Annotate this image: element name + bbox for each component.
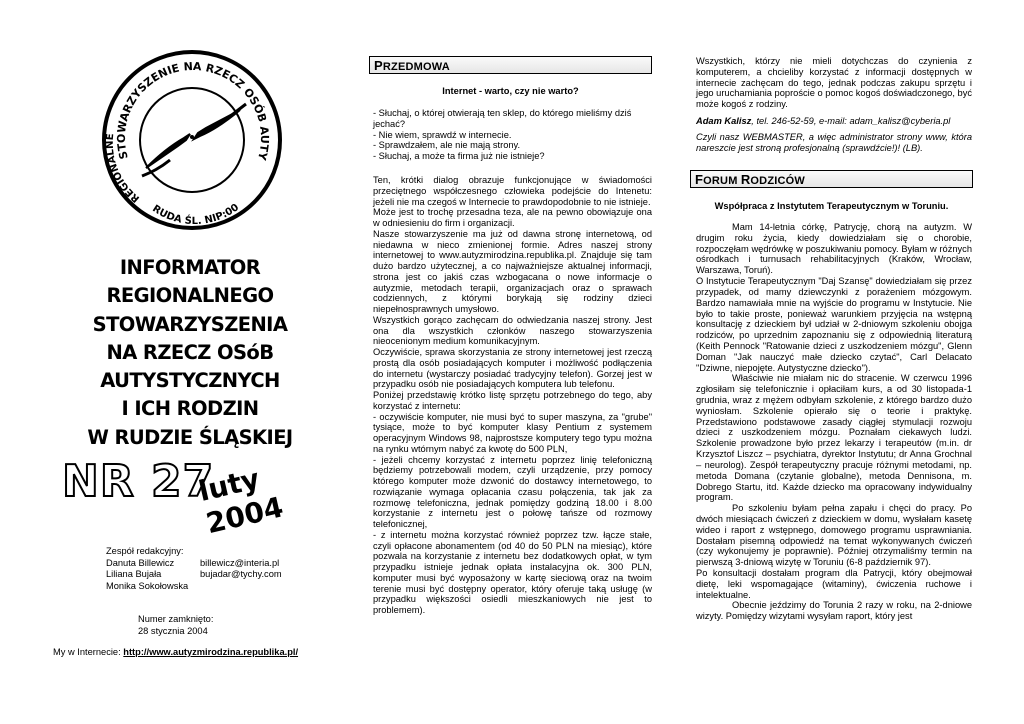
association-seal [100,48,285,233]
dialog-line: - Nie wiem, sprawdź w internecie. [373,129,512,140]
author-contact: , tel. 246-52-59, e-mail: adam_kalisz@cyberia.pl [751,116,951,126]
preface-body [373,175,652,616]
forum-body [696,222,972,622]
preface-continuation: Wszystkich, którzy nie mieli dotychczas do czynienia z komputerem, a chcieliby korzystać z informacji dostępnych w internecie zachęcam do tego, jednak podczas zakupu sprzętu i jego uruchamiania poproście o pomoc kogoś doświadczonego, być może kogoś z rodziny. [696,56,972,110]
staff-name: Danuta Billewicz [106,557,175,568]
forum-heading-part-1: ORUM [703,175,741,187]
cover-column [0,0,340,724]
seal-graphic [100,48,285,233]
author-name: Adam Kalisz [696,116,752,126]
web-label: My w Internecie: [53,647,121,657]
seal-text-left: REGIONALNE [104,133,142,205]
editorial-team [106,546,282,592]
staff-row [106,581,282,593]
preface-heading-rest: RZEDMOWA [382,61,450,73]
issue-date: luty 2004 [195,462,287,541]
forum-heading [690,170,973,188]
preface-paragraph: Oczywiście, sprawa skorzystania ze strony internetowej jest rzeczą prostą dla osób posiadających komputer i możliwość podłączenia do internetu (wystarczy posiadać tradycyjny telefon). Gorzej jest w przypadku osób nie posiadających komputera lub telefonu. [373,347,652,390]
title-line: W RUDZIE ŚLĄSKIEJ [87,425,293,449]
forum-heading-part-2: ODZICÓW [750,175,805,187]
staff-row [106,569,282,581]
title-line: INFORMATOR [119,256,261,279]
preface-heading [369,56,652,74]
forum-paragraph: Po szkoleniu byłam pełna zapału i chęci do pracy. Po dwóch miesiącach ćwiczeń z dzieckiem w domu, wysłałam kasetę wideo i raport z wstępnego, domowego programu usprawniania. Dostałam pisemną odpowiedź na temat wykonywanych ćwiczeń (czy wykonujemy je poprawnie). Później otrzymaliśmy termin na pierwszą 3-dniową wizytę w Toruniu (6-8 październik 97). [696,503,972,568]
hands-icon [142,104,246,176]
forum-heading-initial-2: R [740,172,751,187]
forum-paragraph: Po konsultacji dostałam program dla Patrycji, który obejmował dietę, leki wspomagające (witaminy), ćwiczenia ruchowe i intelektualne. [696,568,972,600]
title-line: STOWARZYSZENIA [92,312,288,336]
preface-paragraph: Wszystkich gorąco zachęcam do odwiedzania naszej strony. Jest ona dla wszystkich członków naszego stowarzyszenia nieocenionym medium komunikacyjnym. [373,314,652,347]
seal-text-top: STOWARZYSZENIE NA RZECZ OSÓB AUTY [114,59,272,162]
preface-paragraph: - jeżeli chcemy korzystać z internetu poprzez linię telefoniczną będziemy potrzebowali modem, czyli urządzenie, przy pomocy którego komputer może dzwonić do dostawcy internetowego, to rozwiązanie wymaga opłacania czasu połączenia, tak jak za rozmowę telefoniczna, jednak pomiędzy godziną 18.00 i 8.00 korzystanie z internetu jest o połowę tańsze od rozmowy telefonicznej, [373,454,652,529]
preface-paragraph: Ten, krótki dialog obrazuje funkcjonujące w świadomości przeciętnego współczesnego człowieka podejście do Intenetu: jeżeli nie ma czegoś w Internecie to prawdopodobnie to nie istnieje. [373,175,652,207]
title-line: REGIONALNEGO [106,284,274,308]
forum-paragraph: Obecnie jeździmy do Torunia 2 razy w roku, na 2-dniowe wizyty. Pomiędzy wizytami wysyłam raport, który jest [696,600,972,622]
preface-paragraph: Nasze stowarzyszenie ma już od dawna stronę internetową, od niedawna w nieco zmienionej formie. Adres naszej strony internetowej to www.autyzmirodzina.republika.pl. Znajduje się tam dużo bardzo użytecznej, a co najważniejsze aktualnej informacji, strona jest co jakiś czas wzbogacana o nowe informacje o autyzmie, metodach terapii, organizacjach oraz o sprawach codziennych, z którymi borykają się rodziny dzieci niepełnosprawnych umysłowo. [373,228,652,314]
staff-email: billewicz@interia.pl [200,557,280,568]
preface-paragraph: - z internetu można korzystać również poprzez tzw. łącze stałe, czyli opłacone abonamentem (od 40 do 50 PLN na miesiąc), które pozwala na korzystanie z internetu bez dodatkowych opłat, w tym przypadku istnieje jednak opłata instalacyjna ok. 300 PLN, komputer musi być wyposażony w kartę sieciową oraz na twoim terenie musi być dostępny operator, który oferuje taką usługę (w przypadku większości osiedli mieszkaniowych nie jest to problemem). [373,529,652,615]
preface-paragraph: Poniżej przedstawię krótko listę sprzętu potrzebnego do tego, aby korzystać z internetu: [373,390,652,411]
forum-paragraph: Mam 14-letnia córkę, Patrycję, chorą na autyzm. W drugim roku życia, kiedy dowiedziałam się o chorobie, rozpoczęłam wędrówkę w poszukiwaniu pomocy. Byłam w różnych ośrodkach i turnusach rehabilitacyjnych (Kraków, Wrocław, Warszawa, Toruń). [696,222,972,276]
web-link[interactable]: http://www.autyzmirodzina.republika.pl/ [123,647,299,657]
staff-heading: Zespół redakcyjny: [106,546,184,556]
preface-subtitle: Internet - warto, czy nie warto? [442,86,579,96]
staff-email: bujadar@tychy.com [200,569,282,580]
preface-paragraph: - oczywiście komputer, nie musi być to super maszyna, za "grube" tysiące, może to być komputer klasy Pentium z systemem operacyjnym Windows 98, najprostsze komputery tego typu można na rynku wtórnym nabyć za kwotę do 500 PLN, [373,411,652,454]
dialog-line: - Słuchaj, o której otwierają ten sklep, do którego mieliśmy dziś jechać? [373,108,632,129]
closed-date: 28 stycznia 2004 [138,625,208,636]
newsletter-title [60,254,320,452]
forum-heading-initial-1: F [695,172,704,187]
forum-subtitle: Współpraca z Instytutem Terapeutycznym w Toruniu. [714,201,949,211]
forum-paragraph: O Instytucie Terapeutycznym "Daj Szansę" dowiedziałam się przez przypadek, od mamy dziewczynki z porażeniem mózgowym. Bardzo namawiała mnie na wyjście do programu w Instytucie. Nie było to takie proste, ponieważ warunkiem przyjęcia na wstępną konsultację z dzieckiem był udział w 2-dniowym szkoleniu obojga rodziców, po uprzednim zapoznaniu się z odpowiednią literaturą (Keith Pennock "Ratowanie dzieci z uszkodzeniem mózgu", Glenn Doman "Jak nauczyć małe dziecko czytać", Carl Delacato "Dziwne, niepojęte. Autystyczne dziecko"). [696,276,972,373]
title-line: NA RZECZ OSóB [106,340,274,364]
staff-name: Monika Sokołowska [106,580,189,591]
closing-date [138,614,213,637]
preface-dialog [373,108,652,162]
editor-note: Czyli nasz WEBMASTER, a więc administrator strony www, która nareszcie jest stroną profesjonalną (sprawdźcie!)! (LB). [696,132,972,153]
preface-heading-initial: P [374,58,383,73]
title-line: AUTYSTYCZNYCH [100,369,280,393]
staff-row [106,558,282,570]
web-address [53,647,298,657]
dialog-line: - Sprawdzałem, ale nie mają strony. [373,140,521,151]
seal-text-bottom: RUDA ŚL. NIP:00 [150,202,242,228]
staff-name: Liliana Bujała [106,569,162,580]
dialog-line: - Słuchaj, a może ta firma już nie istnieje? [373,151,545,162]
author-signature [696,116,972,127]
preface-paragraph: Może jest to trochę przesadna teza, ale na pewno obowiązuje ona w odniesieniu do firm i organizacji. [373,207,652,228]
closed-label: Numer zamknięto: [138,614,214,624]
issue-number: NR 27 [62,456,215,507]
forum-paragraph: Właściwie nie miałam nic do stracenie. W czerwcu 1996 zgłosiłam się telefonicznie i opłaciłam kurs, a od 30 listopada-1 grudnia, wraz z mężem odbyłam szkolenie, z którego bardzo dużo wyniosłam. Szkolenie opierało się o teorie i praktykę. Przedstawiono podstawowe zasady ciągłej stymulacji rozwoju dzieci z uszkodzeniem mózgu. Poznałam ciekawych ludzi. Szkolenie prowadzone było przez lekarzy i terapeutów (m.in. dr Krzysztof Liszcz – psychiatra, dyrektor Instytutu; dr Anna Grochnal – neurolog). Zespół terapeutyczny pracuje różnymi metodami, np. metoda Domana (czytanie globalne), metoda Dennisona, m. Dobrego Startu, itd. Każde dziecko ma opracowany indywidualny program. [696,373,972,503]
title-line: I ICH RODZIN [121,397,259,421]
